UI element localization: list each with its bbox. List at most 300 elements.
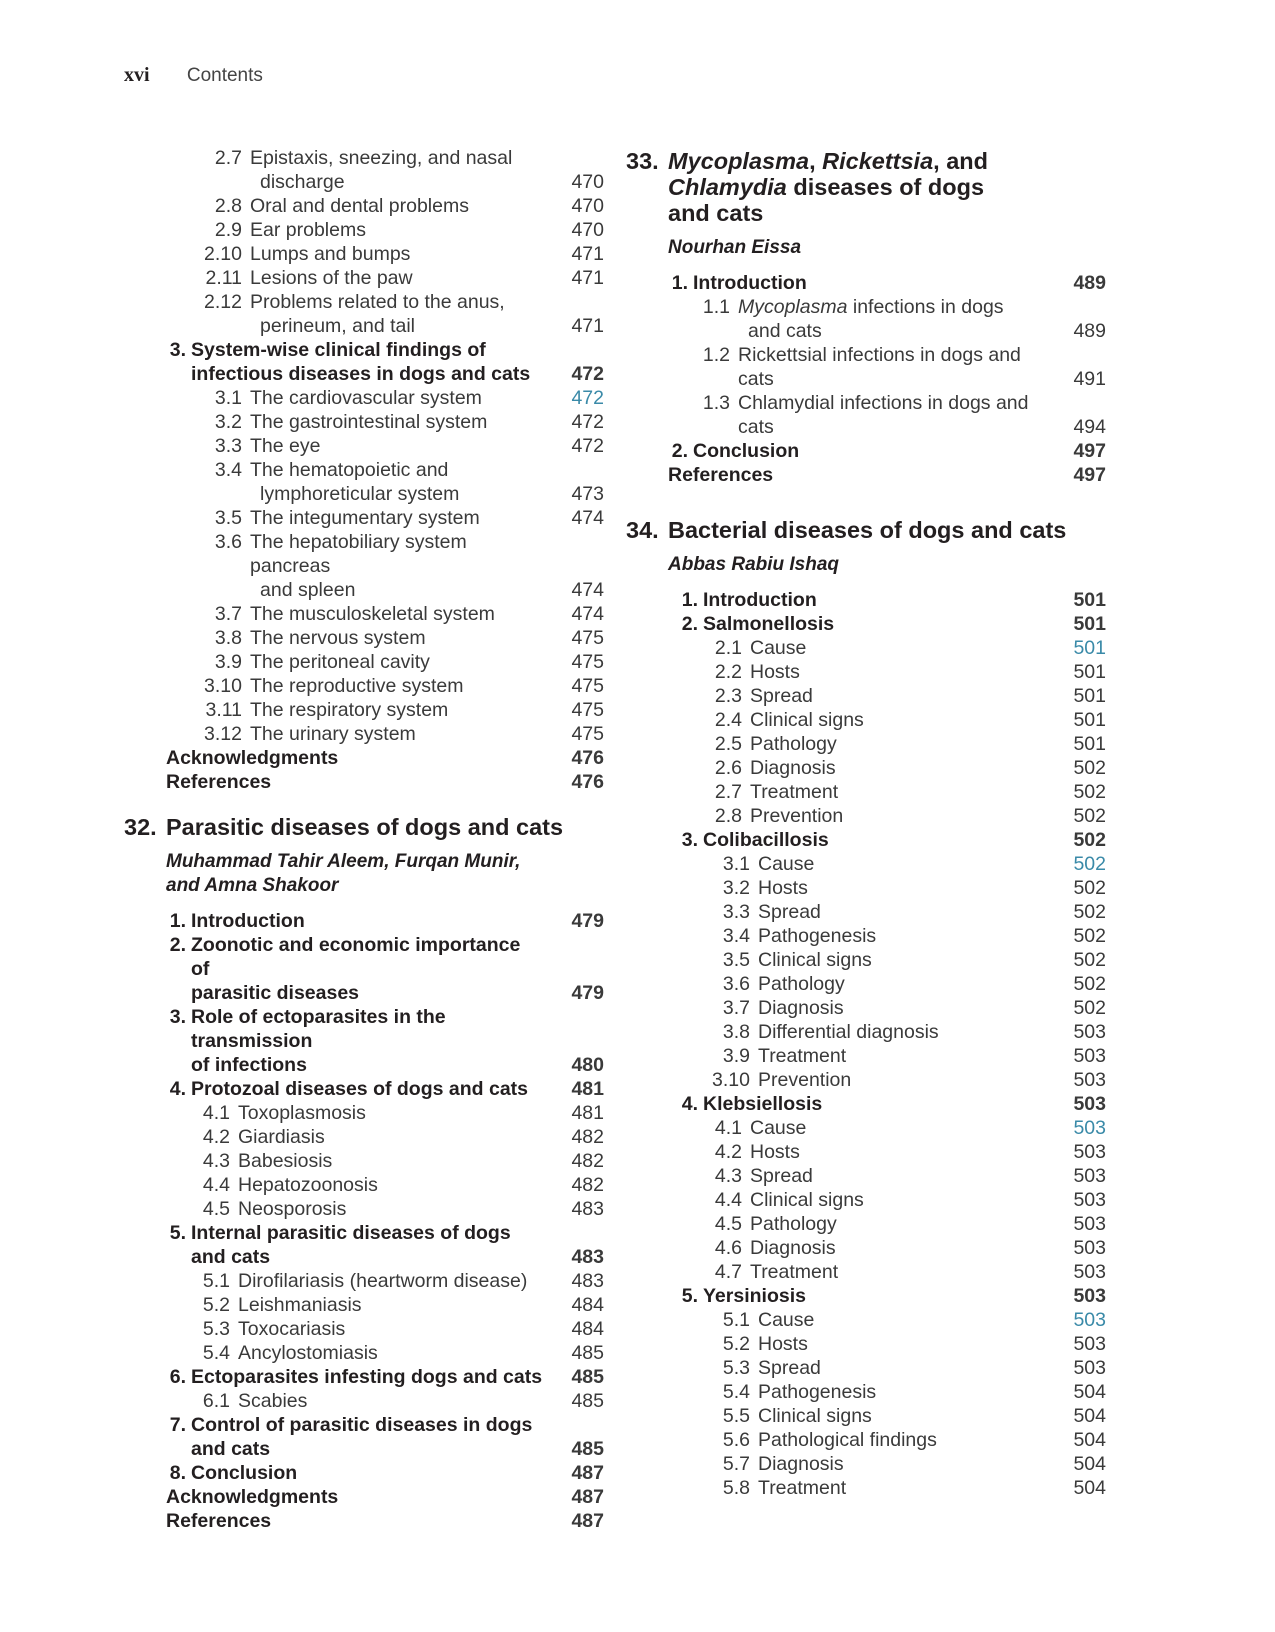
toc-subsection-entry[interactable]	[626, 1068, 1106, 1092]
toc-entry-title: Differential diagnosis	[758, 1021, 939, 1043]
toc-entry-number: 2.6	[714, 757, 742, 779]
toc-entry-number: 2.11	[205, 267, 242, 289]
toc-entry-title: Neosporosis	[238, 1198, 347, 1220]
toc-section-entry[interactable]	[124, 1221, 604, 1269]
toc-subsection-entry[interactable]	[626, 780, 1106, 804]
toc-entry-title: lymphoreticular system	[260, 483, 460, 505]
toc-page-number[interactable]: 503	[1073, 1093, 1106, 1115]
toc-page-number[interactable]: 497	[1073, 440, 1106, 462]
toc-page-number[interactable]: 503	[1073, 1357, 1106, 1379]
toc-page-number[interactable]: 502	[1073, 853, 1106, 875]
toc-entry-number: 3.12	[204, 723, 242, 745]
toc-subsection-entry[interactable]	[124, 602, 604, 626]
toc-entry-title: The respiratory system	[250, 699, 449, 721]
toc-entry-title: The eye	[250, 435, 321, 457]
toc-page-number[interactable]: 503	[1073, 1213, 1106, 1235]
toc-entry-number: 4.1	[202, 1102, 230, 1124]
toc-entry-number: 3.3	[722, 901, 750, 923]
toc-entry-number: 5.1	[202, 1270, 230, 1292]
toc-page-number[interactable]: 501	[1073, 709, 1106, 731]
toc-entry-title: Scabies	[238, 1390, 308, 1412]
toc-subsection-entry[interactable]	[626, 948, 1106, 972]
toc-subsection-entry[interactable]	[626, 804, 1106, 828]
toc-entry-title: Mycoplasma infections in dogs	[738, 296, 1004, 318]
toc-entry-number: 2.1	[714, 637, 742, 659]
toc-page-number[interactable]: 502	[1073, 949, 1106, 971]
toc-entry-number: 4.2	[202, 1126, 230, 1148]
toc-subsection-entry[interactable]	[124, 194, 604, 218]
toc-entry-title: The peritoneal cavity	[250, 651, 430, 673]
toc-entry-title: The urinary system	[250, 723, 416, 745]
toc-entry-title: of infections	[191, 1054, 307, 1076]
toc-entry-number: 3.8	[214, 627, 242, 649]
toc-entry-title: Diagnosis	[750, 1237, 836, 1259]
toc-entry-title: Prevention	[750, 805, 844, 827]
toc-subsection-entry[interactable]	[626, 343, 1106, 391]
toc-entry-number: 2.12	[204, 291, 242, 313]
toc-subsection-entry[interactable]	[124, 1389, 604, 1413]
toc-page-number[interactable]: 471	[571, 243, 604, 265]
toc-left-column	[124, 146, 604, 1533]
toc-subsection-entry[interactable]	[626, 708, 1106, 732]
toc-entry-number: 4.	[169, 1078, 186, 1100]
toc-subsection-entry[interactable]	[124, 410, 604, 434]
toc-subsection-entry[interactable]	[124, 1293, 604, 1317]
toc-entry-number: 1.2	[702, 344, 730, 366]
toc-subsection-entry[interactable]	[626, 756, 1106, 780]
toc-subsection-entry[interactable]	[124, 1317, 604, 1341]
toc-section-entry[interactable]	[124, 909, 604, 933]
toc-page-number[interactable]: 485	[571, 1438, 604, 1460]
toc-page-number[interactable]: 502	[1073, 997, 1106, 1019]
toc-page-number[interactable]: 485	[571, 1366, 604, 1388]
toc-page-number[interactable]: 474	[571, 507, 604, 529]
toc-subsection-entry[interactable]	[124, 698, 604, 722]
toc-entry-number: 2.5	[714, 733, 742, 755]
toc-page-number[interactable]: 504	[1073, 1453, 1106, 1475]
toc-subsection-entry[interactable]	[626, 1476, 1106, 1500]
toc-page-number[interactable]: 473	[571, 483, 604, 505]
toc-entry-number: 4.2	[714, 1141, 742, 1163]
toc-entry-number: 4.3	[714, 1165, 742, 1187]
toc-entry-title: Cause	[758, 1309, 815, 1331]
toc-entry-number: 3.8	[722, 1021, 750, 1043]
toc-entry-title: Spread	[758, 901, 821, 923]
toc-entry-title: Problems related to the anus,	[250, 291, 505, 313]
toc-subsection-entry[interactable]	[124, 626, 604, 650]
toc-page-number[interactable]: 503	[1073, 1165, 1106, 1187]
toc-subsection-entry[interactable]	[124, 1173, 604, 1197]
toc-subsection-entry[interactable]	[124, 674, 604, 698]
toc-entry-title: Treatment	[750, 1261, 839, 1283]
toc-right-column	[626, 146, 1106, 1500]
toc-subsection-entry[interactable]	[626, 636, 1106, 660]
toc-entry-title: Conclusion	[191, 1462, 298, 1484]
toc-subsection-entry[interactable]	[124, 242, 604, 266]
toc-entry-title: Toxoplasmosis	[238, 1102, 366, 1124]
toc-entry-number: 3.6	[722, 973, 750, 995]
toc-entry-number: 5.	[681, 1285, 698, 1307]
toc-entry-number: 3.	[169, 339, 186, 361]
toc-page-number[interactable]: 504	[1073, 1429, 1106, 1451]
toc-entry-title: References	[166, 1510, 272, 1532]
toc-entry-number: 3.4	[722, 925, 750, 947]
chapter-number: 34.	[626, 517, 659, 543]
toc-entry-title: The nervous system	[250, 627, 426, 649]
toc-entry-number: 7.	[169, 1414, 186, 1436]
toc-entry-number: 1.	[681, 589, 698, 611]
toc-page-number[interactable]: 503	[1073, 1021, 1106, 1043]
toc-entry-number: 3.11	[205, 699, 242, 721]
toc-page-number[interactable]: 491	[1073, 368, 1106, 390]
toc-subsection-entry[interactable]	[626, 1356, 1106, 1380]
toc-entry-title: and spleen	[260, 579, 356, 601]
toc-entry-title: discharge	[260, 171, 345, 193]
toc-page-number[interactable]: 502	[1073, 925, 1106, 947]
toc-page-number[interactable]: 494	[1073, 416, 1106, 438]
toc-entry-number: 3.5	[722, 949, 750, 971]
toc-subsection-entry[interactable]	[124, 434, 604, 458]
toc-entry-number: 5.	[169, 1222, 186, 1244]
toc-subsection-entry[interactable]	[124, 722, 604, 746]
toc-entry-number: 3.10	[204, 675, 242, 697]
toc-subsection-entry[interactable]	[626, 1164, 1106, 1188]
toc-entry-number: 2.7	[214, 147, 242, 169]
toc-subsection-entry[interactable]	[124, 1149, 604, 1173]
toc-entry-number: 3.7	[722, 997, 750, 1019]
toc-section-entry[interactable]	[124, 1005, 604, 1077]
toc-page-number[interactable]: 472	[571, 363, 604, 385]
toc-subsection-entry[interactable]	[124, 1269, 604, 1293]
toc-entry-backmatter[interactable]	[124, 1485, 604, 1509]
chapter-number: 32.	[124, 814, 157, 840]
toc-page-number[interactable]: 503	[1073, 1237, 1106, 1259]
toc-section-entry[interactable]	[626, 1092, 1106, 1116]
toc-entry-number: 2.7	[714, 781, 742, 803]
toc-entry-number: 3.1	[214, 387, 242, 409]
toc-entry-number: 3.9	[214, 651, 242, 673]
chapter-32-heading	[124, 814, 604, 840]
toc-entry-number: 1.3	[702, 392, 730, 414]
chapter-number: 33.	[626, 148, 659, 174]
toc-subsection-entry[interactable]	[124, 458, 604, 506]
toc-page-number[interactable]: 504	[1073, 1477, 1106, 1499]
toc-page-number[interactable]: 485	[571, 1342, 604, 1364]
toc-page-number[interactable]: 501	[1073, 685, 1106, 707]
chapter-33-heading	[626, 148, 1106, 226]
toc-entry-number: 1.1	[702, 296, 730, 318]
toc-subsection-entry[interactable]	[626, 1188, 1106, 1212]
toc-page-number[interactable]: 475	[571, 651, 604, 673]
toc-subsection-entry[interactable]	[626, 684, 1106, 708]
chapter-34-heading	[626, 517, 1106, 543]
toc-entry-title: Clinical signs	[750, 1189, 864, 1211]
toc-page-number[interactable]: 503	[1073, 1069, 1106, 1091]
toc-page-number[interactable]: 475	[571, 675, 604, 697]
toc-page-number[interactable]: 482	[571, 1174, 604, 1196]
toc-entry-title: Salmonellosis	[703, 613, 835, 635]
toc-entry-title: Klebsiellosis	[703, 1093, 823, 1115]
toc-subsection-entry[interactable]	[124, 650, 604, 674]
toc-entry-number: 5.4	[722, 1381, 750, 1403]
toc-section-entry[interactable]	[124, 1365, 604, 1389]
toc-page-number[interactable]: 476	[571, 747, 604, 769]
toc-subsection-entry[interactable]	[124, 506, 604, 530]
toc-entry-title: The hematopoietic and	[250, 459, 449, 481]
author-line: Nourhan Eissa	[668, 237, 802, 258]
toc-page-number[interactable]: 481	[571, 1102, 604, 1124]
toc-section-entry[interactable]	[626, 271, 1106, 295]
toc-entry-title: Ectoparasites infesting dogs and cats	[191, 1366, 543, 1388]
toc-subsection-entry[interactable]	[626, 391, 1106, 439]
toc-page-number[interactable]: 501	[1073, 733, 1106, 755]
toc-entry-number: 3.5	[214, 507, 242, 529]
toc-subsection-entry[interactable]	[124, 1101, 604, 1125]
toc-page-number[interactable]: 474	[571, 603, 604, 625]
toc-entry-number: 1.	[671, 272, 688, 294]
toc-page-number[interactable]: 470	[571, 171, 604, 193]
toc-entry-number: 4.	[681, 1093, 698, 1115]
toc-page-number[interactable]: 472	[571, 411, 604, 433]
toc-page-number[interactable]: 489	[1073, 320, 1106, 342]
toc-entry-title: The cardiovascular system	[250, 387, 482, 409]
toc-entry-backmatter[interactable]	[626, 463, 1106, 487]
toc-page-number[interactable]: 482	[571, 1150, 604, 1172]
toc-section-entry[interactable]	[124, 933, 604, 1005]
toc-subsection-entry[interactable]	[626, 972, 1106, 996]
toc-entry-backmatter[interactable]	[124, 746, 604, 770]
toc-page-number[interactable]: 502	[1073, 829, 1106, 851]
toc-entry-backmatter[interactable]	[124, 770, 604, 794]
toc-page-number[interactable]: 474	[571, 579, 604, 601]
toc-subsection-entry[interactable]	[626, 852, 1106, 876]
toc-entry-number: 2.4	[714, 709, 742, 731]
toc-entry-title: Treatment	[758, 1477, 847, 1499]
toc-entry-title: Spread	[758, 1357, 821, 1379]
toc-entry-number: 5.8	[722, 1477, 750, 1499]
toc-section-entry[interactable]	[626, 1284, 1106, 1308]
toc-page-number[interactable]: 472	[571, 435, 604, 457]
toc-subsection-entry[interactable]	[626, 1308, 1106, 1332]
toc-page-number[interactable]: 481	[571, 1078, 604, 1100]
toc-entry-number: 5.4	[202, 1342, 230, 1364]
toc-page-number[interactable]: 502	[1073, 781, 1106, 803]
chapter-title-line: and cats	[668, 200, 764, 226]
toc-subsection-entry[interactable]	[626, 1332, 1106, 1356]
toc-entry-title: The musculoskeletal system	[250, 603, 495, 625]
toc-section-entry[interactable]	[124, 1461, 604, 1485]
toc-page-number[interactable]: 503	[1073, 1333, 1106, 1355]
toc-page-number[interactable]: 484	[571, 1294, 604, 1316]
toc-entry-number: 4.4	[714, 1189, 742, 1211]
toc-page-number[interactable]: 503	[1073, 1285, 1106, 1307]
toc-chapter-34-entries	[626, 588, 1106, 1500]
toc-subsection-entry[interactable]	[626, 924, 1106, 948]
toc-entry-number: 6.1	[202, 1390, 230, 1412]
toc-entry-number: 3.2	[722, 877, 750, 899]
toc-entry-title: The hepatobiliary system pancreas	[250, 531, 467, 577]
toc-page-number[interactable]: 503	[1073, 1261, 1106, 1283]
toc-page-number[interactable]: 503	[1073, 1045, 1106, 1067]
toc-page-number[interactable]: 501	[1073, 613, 1106, 635]
toc-entry-number: 2.2	[714, 661, 742, 683]
toc-page-number[interactable]: 484	[571, 1318, 604, 1340]
toc-entry-title: Zoonotic and economic importance of	[191, 934, 521, 980]
toc-page-number[interactable]: 475	[571, 699, 604, 721]
toc-page-number[interactable]: 502	[1073, 901, 1106, 923]
toc-entry-title: infectious diseases in dogs and cats	[191, 363, 531, 385]
toc-entry-title: Hosts	[758, 1333, 808, 1355]
toc-subsection-entry[interactable]	[626, 1428, 1106, 1452]
toc-subsection-entry[interactable]	[626, 876, 1106, 900]
toc-page-number[interactable]: 502	[1073, 973, 1106, 995]
toc-subsection-entry[interactable]	[124, 218, 604, 242]
toc-section-entry[interactable]	[124, 1077, 604, 1101]
toc-entry-title: Diagnosis	[758, 1453, 844, 1475]
toc-page-number[interactable]: 503	[1073, 1117, 1106, 1139]
toc-page-number[interactable]: 504	[1073, 1381, 1106, 1403]
chapter-title-line: Mycoplasma, Rickettsia, and	[668, 148, 988, 174]
toc-entry-number: 4.7	[714, 1261, 742, 1283]
toc-subsection-entry[interactable]	[626, 660, 1106, 684]
toc-entry-title: The gastrointestinal system	[250, 411, 488, 433]
toc-subsection-entry[interactable]	[626, 900, 1106, 924]
chapter-32-authors	[124, 850, 604, 898]
toc-section-entry[interactable]	[626, 439, 1106, 463]
toc-entry-title: Rickettsial infections in dogs and cats	[738, 344, 1021, 390]
toc-subsection-entry[interactable]	[626, 1236, 1106, 1260]
toc-subsection-entry[interactable]	[626, 1212, 1106, 1236]
toc-entry-title: Conclusion	[693, 440, 800, 462]
toc-entry-number: 2.	[671, 440, 688, 462]
toc-page-number[interactable]: 502	[1073, 757, 1106, 779]
toc-page-number[interactable]: 504	[1073, 1405, 1106, 1427]
toc-entry-title: and cats	[191, 1246, 271, 1268]
toc-entry-title: Diagnosis	[758, 997, 844, 1019]
toc-page-number[interactable]: 489	[1073, 272, 1106, 294]
toc-subsection-entry[interactable]	[124, 1125, 604, 1149]
toc-page-number[interactable]: 501	[1073, 637, 1106, 659]
toc-entry-title: parasitic diseases	[191, 982, 360, 1004]
toc-entry-title: System-wise clinical findings of	[191, 339, 486, 361]
toc-page-number[interactable]: 471	[571, 315, 604, 337]
toc-page-number[interactable]: 497	[1073, 464, 1106, 486]
toc-section-entry[interactable]	[626, 612, 1106, 636]
toc-subsection-entry[interactable]	[626, 1116, 1106, 1140]
toc-subsection-entry[interactable]	[626, 1260, 1106, 1284]
toc-page-number[interactable]: 483	[571, 1270, 604, 1292]
toc-page-number[interactable]: 502	[1073, 877, 1106, 899]
toc-entry-number: 6.	[169, 1366, 186, 1388]
toc-page-number[interactable]: 485	[571, 1390, 604, 1412]
toc-entry-title: Clinical signs	[758, 1405, 872, 1427]
toc-entry-number: 2.10	[204, 243, 242, 265]
running-title: Contents	[186, 65, 263, 86]
toc-section-entry[interactable]	[124, 1413, 604, 1461]
toc-entry-title: Hepatozoonosis	[238, 1174, 378, 1196]
toc-subsection-entry[interactable]	[626, 1452, 1106, 1476]
toc-subsection-entry[interactable]	[626, 996, 1106, 1020]
toc-subsection-entry[interactable]	[124, 530, 604, 602]
toc-entry-title: Pathogenesis	[758, 1381, 877, 1403]
toc-section-entry[interactable]	[124, 338, 604, 386]
toc-page-number[interactable]: 471	[571, 267, 604, 289]
toc-entry-title: and cats	[191, 1438, 271, 1460]
toc-page-number[interactable]: 501	[1073, 589, 1106, 611]
toc-subsection-entry[interactable]	[124, 1341, 604, 1365]
toc-page-number[interactable]: 487	[571, 1510, 604, 1532]
toc-entry-number: 2.9	[214, 219, 242, 241]
toc-entry-backmatter[interactable]	[124, 1509, 604, 1533]
toc-page-number[interactable]: 503	[1073, 1189, 1106, 1211]
toc-page-number[interactable]: 483	[571, 1198, 604, 1220]
toc-entry-title: Yersiniosis	[703, 1285, 806, 1307]
toc-subsection-entry[interactable]	[626, 1140, 1106, 1164]
toc-page-number[interactable]: 482	[571, 1126, 604, 1148]
toc-entry-number: 3.	[169, 1006, 186, 1028]
toc-page-number[interactable]: 475	[571, 723, 604, 745]
chapter-title-line: Chlamydia diseases of dogs	[668, 174, 985, 200]
toc-page-number[interactable]: 479	[571, 982, 604, 1004]
toc-section-entry[interactable]	[626, 828, 1106, 852]
toc-entry-number: 3.9	[722, 1045, 750, 1067]
toc-entry-title: Pathogenesis	[758, 925, 877, 947]
toc-page-number[interactable]: 503	[1073, 1141, 1106, 1163]
toc-entry-title: Control of parasitic diseases in dogs	[191, 1414, 533, 1436]
toc-page-number[interactable]: 501	[1073, 661, 1106, 683]
toc-page-number[interactable]: 483	[571, 1246, 604, 1268]
toc-page-number[interactable]: 487	[571, 1486, 604, 1508]
toc-subsection-entry[interactable]	[626, 1380, 1106, 1404]
toc-subsection-entry[interactable]	[124, 1197, 604, 1221]
toc-entry-title: Pathology	[750, 1213, 837, 1235]
toc-subsection-entry[interactable]	[626, 1044, 1106, 1068]
toc-entry-title: Diagnosis	[750, 757, 836, 779]
toc-page-number[interactable]: 480	[571, 1054, 604, 1076]
toc-page-number[interactable]: 476	[571, 771, 604, 793]
toc-entry-number: 1.	[169, 910, 186, 932]
toc-page-number[interactable]: 502	[1073, 805, 1106, 827]
toc-page-number[interactable]: 479	[571, 910, 604, 932]
toc-entry-title: Clinical signs	[758, 949, 872, 971]
toc-subsection-entry[interactable]	[626, 295, 1106, 343]
toc-subsection-entry[interactable]	[124, 266, 604, 290]
toc-subsection-entry[interactable]	[626, 1020, 1106, 1044]
toc-page-number[interactable]: 472	[571, 387, 604, 409]
toc-entry-number: 4.3	[202, 1150, 230, 1172]
toc-entry-number: 5.5	[722, 1405, 750, 1427]
toc-subsection-entry[interactable]	[124, 146, 604, 194]
toc-subsection-entry[interactable]	[626, 1404, 1106, 1428]
toc-page-number[interactable]: 470	[571, 195, 604, 217]
toc-entry-title: Hosts	[750, 661, 800, 683]
author-line: and Amna Shakoor	[166, 875, 339, 896]
toc-subsection-entry[interactable]	[124, 290, 604, 338]
toc-page-number[interactable]: 475	[571, 627, 604, 649]
toc-section-entry[interactable]	[626, 588, 1106, 612]
toc-entry-title: Cause	[750, 637, 807, 659]
toc-entry-title: Introduction	[191, 910, 305, 932]
toc-entry-title: perineum, and tail	[260, 315, 416, 337]
toc-subsection-entry[interactable]	[124, 386, 604, 410]
toc-chapter-31-continued	[124, 146, 604, 794]
toc-page-number[interactable]: 470	[571, 219, 604, 241]
toc-entry-title: Treatment	[758, 1045, 847, 1067]
toc-page-number[interactable]: 503	[1073, 1309, 1106, 1331]
toc-page-number[interactable]: 487	[571, 1462, 604, 1484]
chapter-title: Bacterial diseases of dogs and cats	[668, 517, 1067, 543]
toc-subsection-entry[interactable]	[626, 732, 1106, 756]
